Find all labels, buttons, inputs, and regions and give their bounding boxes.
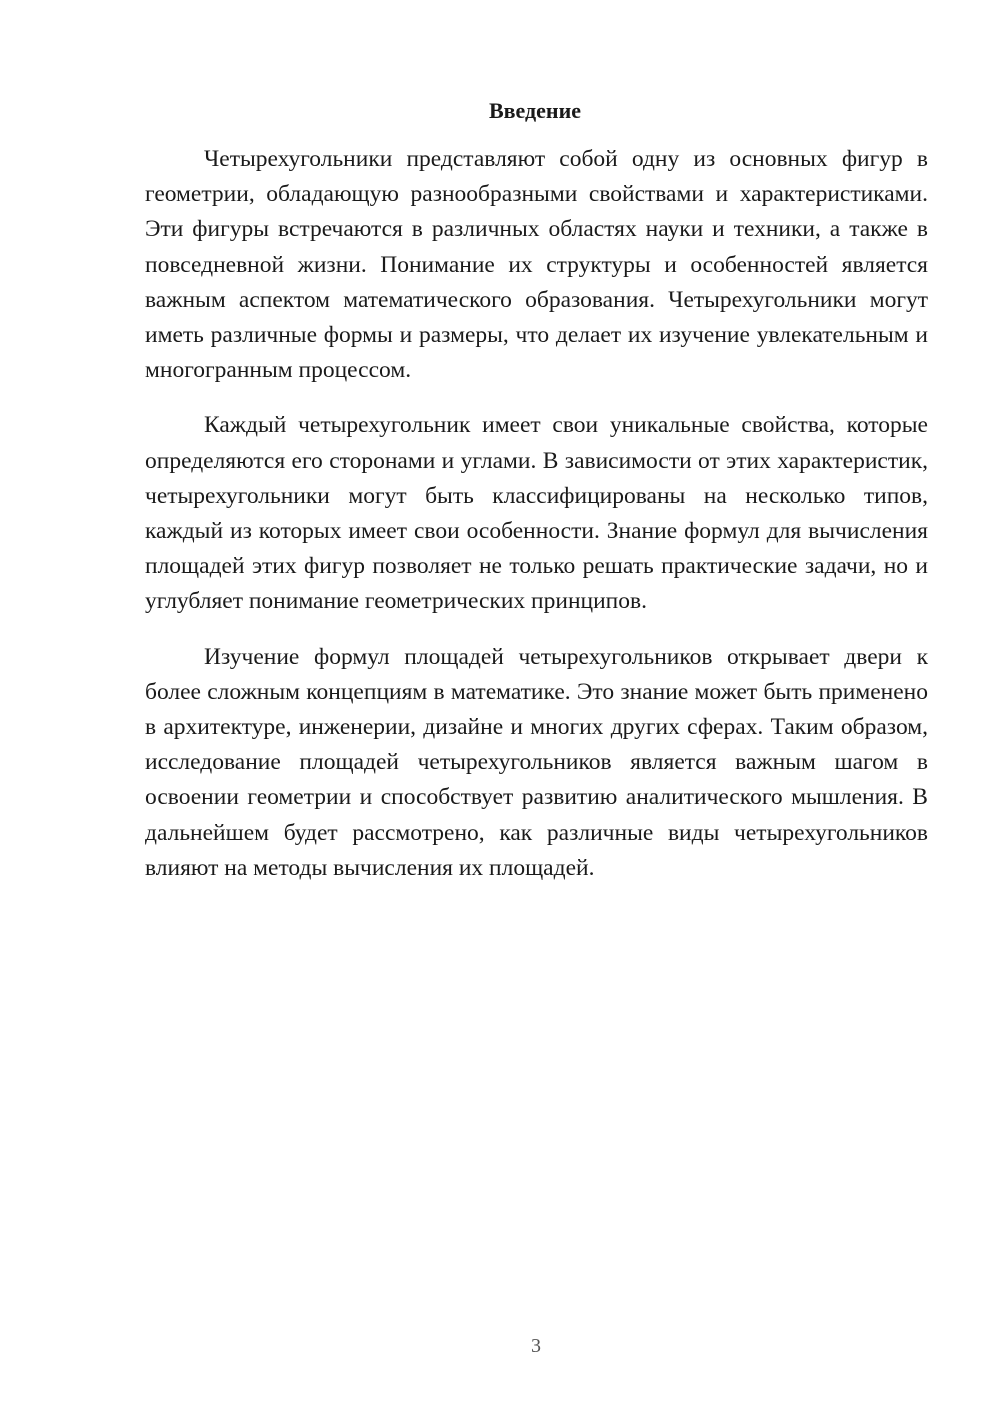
page-number: 3 bbox=[531, 1335, 541, 1357]
paragraph-applications: Изучение формул площадей четырехугольников открывает двери к более сложным концепциям в математике. Это знание может быть применено в архитектуре, инженерии, дизайне и многих других сферах. Таким образом, исследование площадей четырехугольников является важным шагом в освоении геометрии и способствует развитию аналитического мышления. В дальнейшем будет рассмотрено, как различные виды четырехугольников влияют на методы вычисления их площадей. bbox=[145, 643, 928, 881]
body-text bbox=[145, 142, 928, 886]
paragraph-properties: Каждый четырехугольник имеет свои уникальные свойства, которые определяются его сторонами и углами. В зависимости от этих характеристик, четырехугольники могут быть классифицированы на несколько типов, каждый из которых имеет свои особенности. Знание формул для вычисления площадей этих фигур позволяет не только решать практические задачи, но и углубляет понимание геометрических принципов. bbox=[145, 412, 928, 615]
paragraph-intro: Четырехугольники представляют собой одну из основных фигур в геометрии, обладающую разнообразными свойствами и характеристиками. Эти фигуры встречаются в различных областях науки и техники, а также в повседневной жизни. Понимание их структуры и особенностей является важным аспектом математического образования. Четырехугольники могут иметь различные формы и размеры, что делает их изучение увлекательным и многогранным процессом. bbox=[145, 146, 928, 384]
page-title: Введение bbox=[488, 98, 582, 123]
